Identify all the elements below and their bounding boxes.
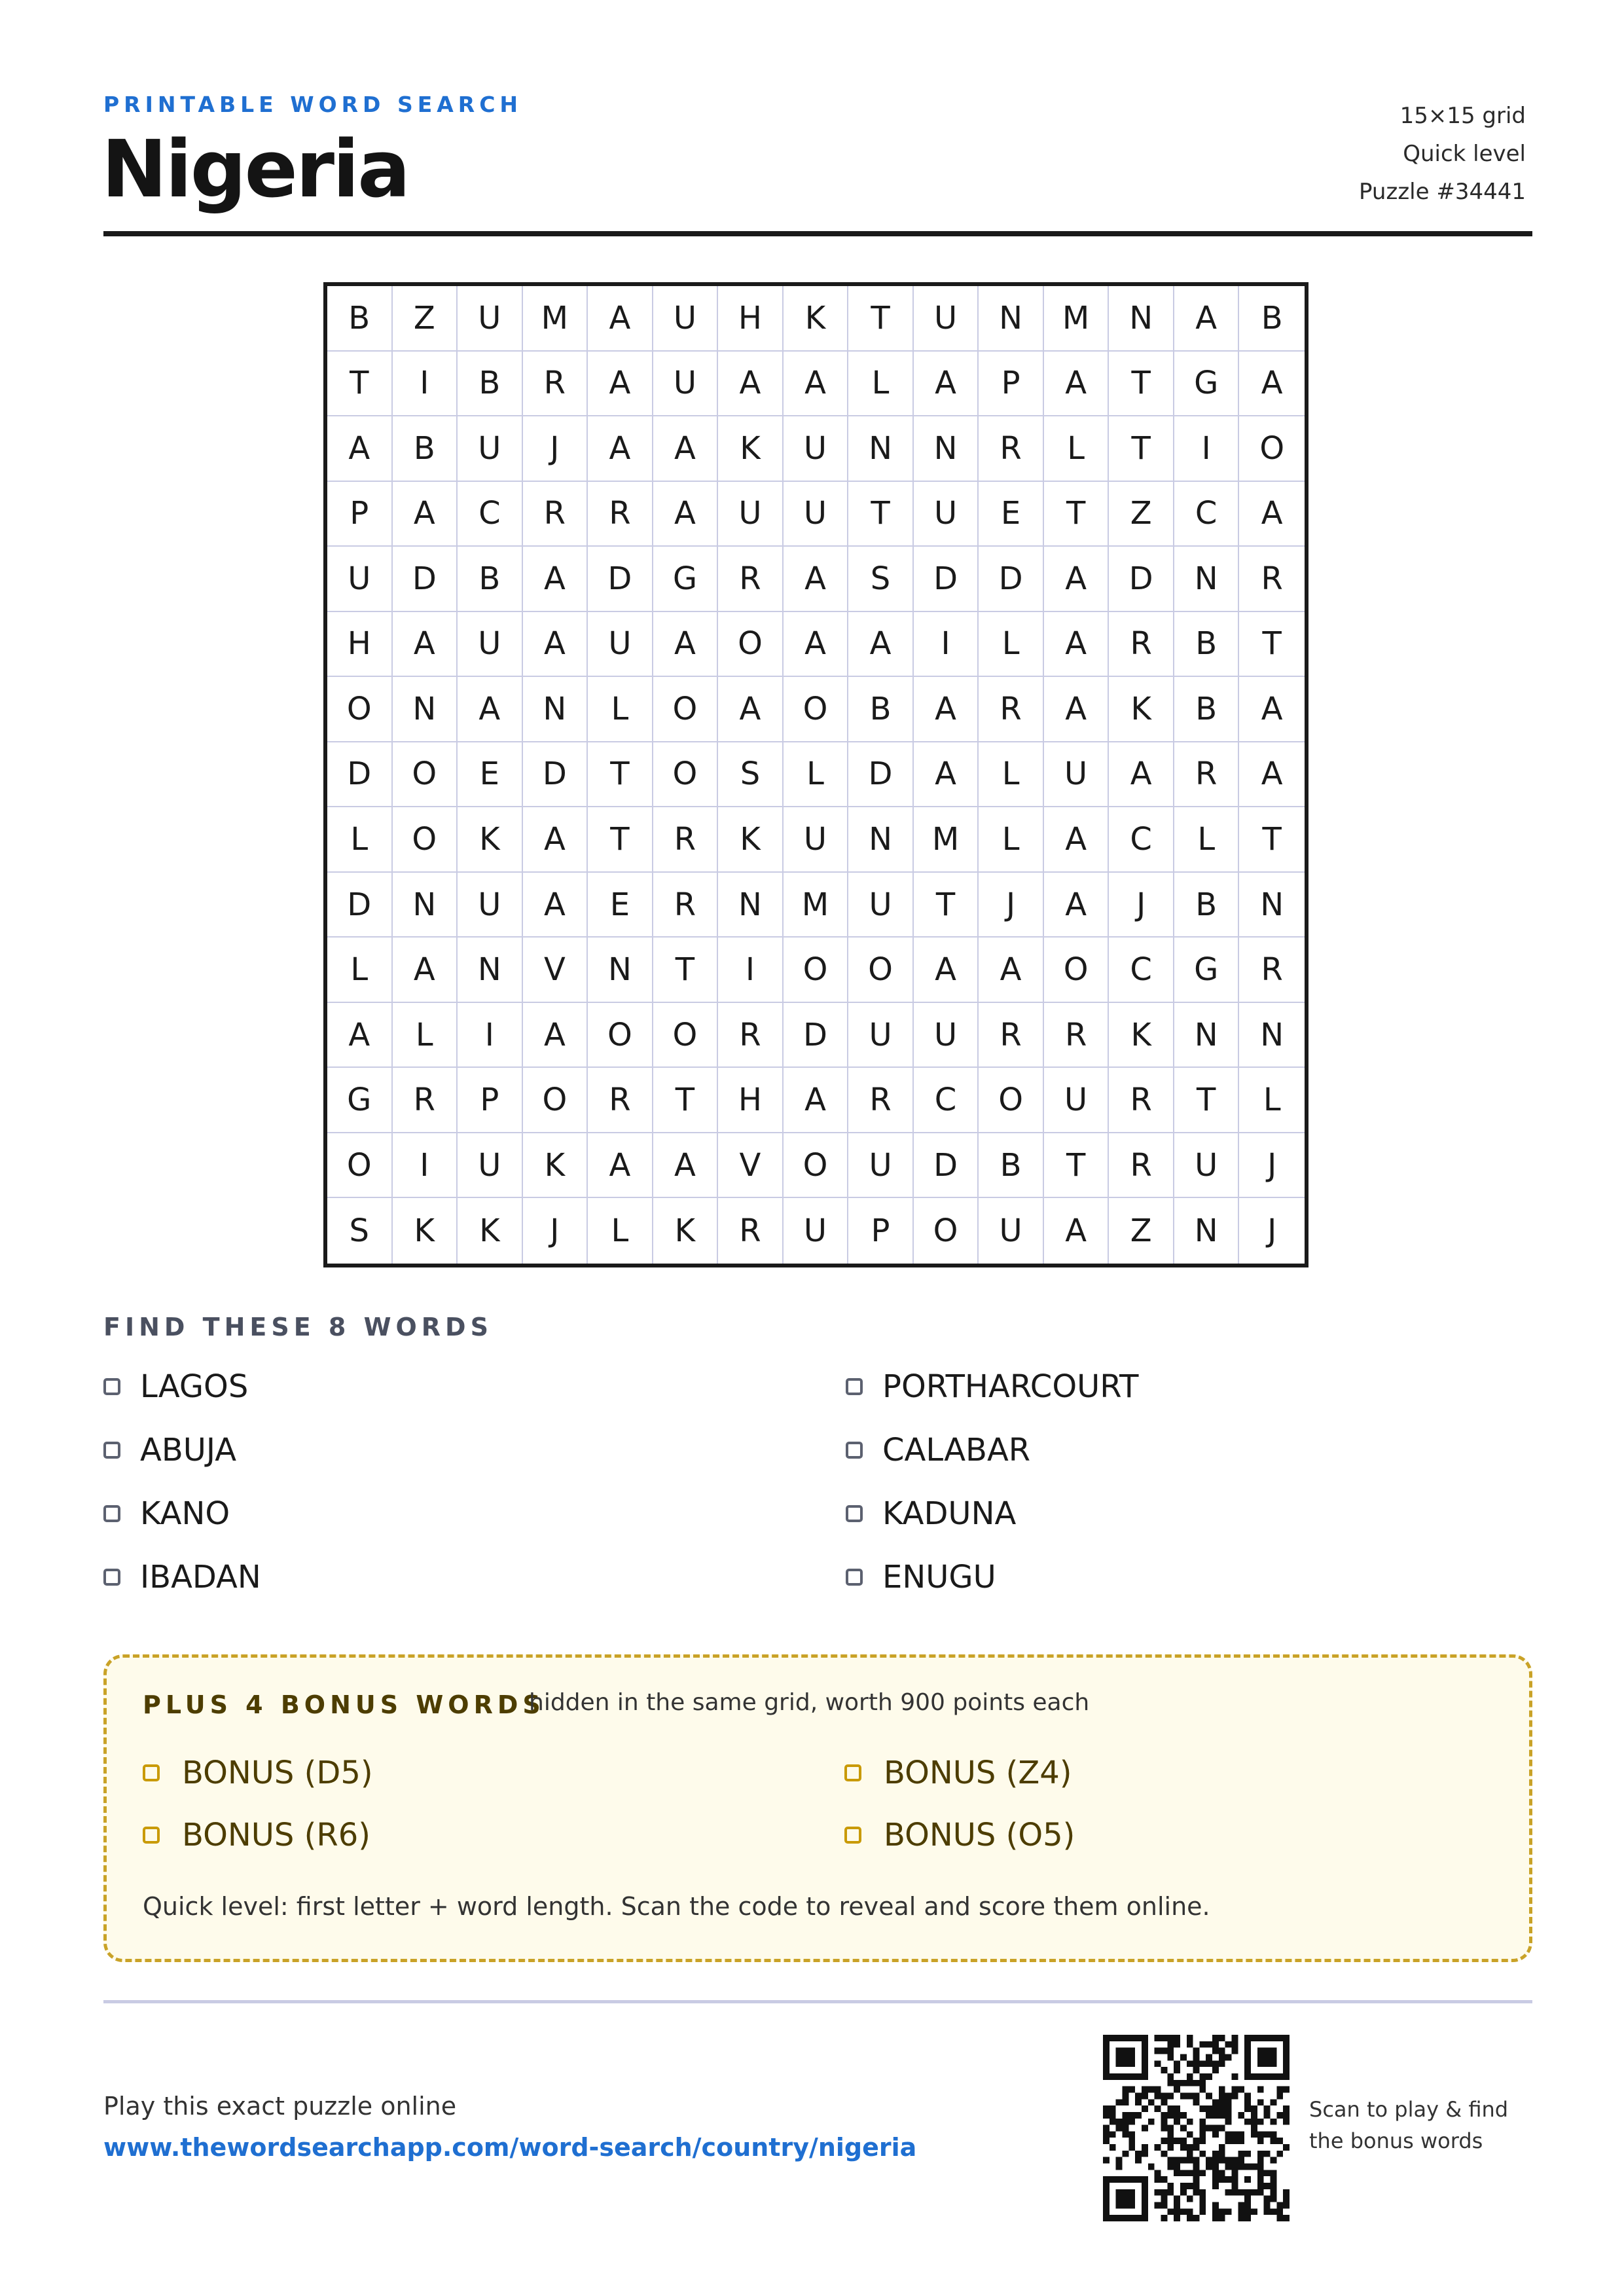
grid-cell[interactable]: S	[327, 1198, 393, 1264]
grid-cell[interactable]: Z	[393, 286, 458, 352]
grid-cell[interactable]: K	[458, 807, 523, 873]
word-label: KADUNA	[882, 1495, 1017, 1532]
checkbox-icon[interactable]	[846, 1378, 863, 1395]
bonus-subtitle: hidden in the same grid, worth 900 points each	[529, 1689, 1090, 1716]
grid-cell[interactable]: D	[327, 873, 393, 938]
grid-cell[interactable]: A	[718, 677, 784, 742]
grid-cell[interactable]: A	[653, 1133, 719, 1199]
grid-cell[interactable]: B	[458, 352, 523, 417]
bonus-label: BONUS (Z4)	[884, 1755, 1072, 1791]
grid-size-label: 15×15 grid	[1399, 103, 1526, 129]
grid-cell[interactable]: A	[588, 1133, 653, 1199]
grid-cell[interactable]: A	[588, 286, 653, 352]
word-search-grid	[323, 282, 1308, 1267]
grid-cell[interactable]: T	[914, 873, 979, 938]
grid-cell[interactable]: P	[327, 482, 393, 547]
grid-cell[interactable]: L	[1239, 1068, 1305, 1133]
grid-cell[interactable]: R	[523, 482, 588, 547]
grid-cell[interactable]: K	[718, 416, 784, 482]
puzzle-meta	[1359, 97, 1526, 211]
grid-cell[interactable]: N	[1239, 873, 1305, 938]
grid-cell[interactable]: O	[393, 807, 458, 873]
qr-caption-line-1: Scan to play & find	[1309, 2097, 1509, 2122]
grid-cell[interactable]: A	[1239, 482, 1305, 547]
grid-cell[interactable]: R	[1109, 1133, 1174, 1199]
word-label: IBADAN	[140, 1559, 261, 1595]
grid-cell[interactable]: M	[1044, 286, 1110, 352]
grid-cell[interactable]: R	[588, 1068, 653, 1133]
grid-cell[interactable]: O	[393, 742, 458, 808]
grid-cell[interactable]: A	[588, 352, 653, 417]
page-title: Nigeria	[101, 124, 409, 215]
grid-cell[interactable]: K	[784, 286, 849, 352]
grid-cell[interactable]: L	[979, 807, 1044, 873]
grid-cell[interactable]: A	[327, 416, 393, 482]
grid-cell[interactable]: I	[1174, 416, 1240, 482]
grid-cell[interactable]: A	[588, 416, 653, 482]
grid-cell[interactable]: T	[1239, 612, 1305, 678]
grid-cell[interactable]: U	[458, 286, 523, 352]
checkbox-icon[interactable]	[103, 1442, 120, 1459]
grid-cell[interactable]: P	[848, 1198, 914, 1264]
grid-cell[interactable]: K	[458, 1198, 523, 1264]
grid-cell[interactable]: T	[588, 807, 653, 873]
checkbox-icon[interactable]	[143, 1827, 160, 1844]
grid-cell[interactable]: A	[393, 612, 458, 678]
grid-cell[interactable]: U	[848, 1003, 914, 1068]
grid-cell[interactable]: A	[653, 416, 719, 482]
checkbox-icon[interactable]	[103, 1569, 120, 1586]
grid-cell[interactable]: L	[588, 677, 653, 742]
grid-cell[interactable]: A	[1044, 352, 1110, 417]
grid-cell[interactable]: R	[718, 1003, 784, 1068]
grid-cell[interactable]: D	[393, 547, 458, 612]
grid-cell[interactable]: B	[1174, 873, 1240, 938]
grid-cell[interactable]: Z	[1109, 1198, 1174, 1264]
grid-cell[interactable]: I	[393, 1133, 458, 1199]
word-item-ibadan[interactable]	[103, 1559, 261, 1595]
grid-cell[interactable]: B	[979, 1133, 1044, 1199]
play-online-text: Play this exact puzzle online	[103, 2092, 457, 2121]
bonus-label: BONUS (O5)	[884, 1817, 1075, 1853]
puzzle-number-label: Puzzle #34441	[1359, 179, 1526, 205]
grid-cell[interactable]: R	[1174, 742, 1240, 808]
grid-cell[interactable]: C	[1174, 482, 1240, 547]
grid-cell[interactable]: T	[653, 938, 719, 1003]
grid-cell[interactable]: J	[979, 873, 1044, 938]
grid-cell[interactable]: R	[979, 677, 1044, 742]
grid-cell[interactable]: O	[327, 677, 393, 742]
word-item-kaduna[interactable]	[846, 1495, 1016, 1532]
grid-cell[interactable]: O	[784, 677, 849, 742]
grid-cell[interactable]: M	[914, 807, 979, 873]
grid-cell[interactable]: R	[1239, 547, 1305, 612]
grid-cell[interactable]: L	[327, 938, 393, 1003]
grid-cell[interactable]: N	[848, 807, 914, 873]
grid-cell[interactable]: A	[784, 547, 849, 612]
grid-cell[interactable]: D	[523, 742, 588, 808]
checkbox-icon[interactable]	[846, 1569, 863, 1586]
bonus-item-o5[interactable]	[844, 1817, 1075, 1853]
grid-cell[interactable]: A	[393, 938, 458, 1003]
grid-cell[interactable]: E	[979, 482, 1044, 547]
header-divider	[103, 231, 1532, 236]
grid-cell[interactable]: A	[523, 612, 588, 678]
grid-cell[interactable]: D	[914, 1133, 979, 1199]
grid-cell[interactable]: N	[393, 677, 458, 742]
grid-cell[interactable]: R	[1109, 1068, 1174, 1133]
grid-cell[interactable]: E	[588, 873, 653, 938]
puzzle-url-link[interactable]: www.thewordsearchapp.com/word-search/country/nigeria	[103, 2133, 917, 2162]
grid-cell[interactable]: A	[784, 1068, 849, 1133]
grid-cell[interactable]: A	[1239, 677, 1305, 742]
footer-divider	[103, 2000, 1532, 2003]
grid-cell[interactable]: O	[653, 1003, 719, 1068]
grid-cell[interactable]: A	[784, 612, 849, 678]
page-kicker: PRINTABLE WORD SEARCH	[103, 92, 523, 117]
grid-cell[interactable]: C	[458, 482, 523, 547]
bonus-label: BONUS (R6)	[182, 1817, 370, 1853]
grid-cell[interactable]: J	[1267, 1212, 1277, 1250]
grid-cell[interactable]: A	[653, 482, 719, 547]
grid-cell[interactable]: A	[1174, 286, 1240, 352]
grid-cell[interactable]: L	[848, 352, 914, 417]
grid-cell[interactable]: J	[523, 1198, 588, 1264]
grid-cell[interactable]: T	[848, 482, 914, 547]
grid-cell[interactable]: N	[588, 938, 653, 1003]
grid-cell[interactable]: A	[523, 1003, 588, 1068]
grid-cell[interactable]: O	[588, 1003, 653, 1068]
grid-cell[interactable]: K	[1109, 1003, 1174, 1068]
grid-cell[interactable]: U	[653, 352, 719, 417]
grid-cell[interactable]: B	[848, 677, 914, 742]
grid-cell[interactable]: A	[784, 352, 849, 417]
checkbox-icon[interactable]	[846, 1442, 863, 1459]
grid-cell[interactable]: I	[393, 352, 458, 417]
checkbox-icon[interactable]	[844, 1764, 861, 1781]
grid-cell[interactable]: U	[914, 1003, 979, 1068]
grid-cell[interactable]: H	[327, 612, 393, 678]
grid-cell[interactable]: A	[1044, 1198, 1110, 1264]
bonus-item-d5[interactable]	[143, 1755, 373, 1791]
grid-cell[interactable]: I	[718, 938, 784, 1003]
grid-cell[interactable]: B	[1174, 677, 1240, 742]
grid-cell[interactable]: O	[979, 1068, 1044, 1133]
grid-cell[interactable]: R	[393, 1068, 458, 1133]
grid-cell[interactable]: U	[458, 612, 523, 678]
checkbox-icon[interactable]	[103, 1505, 120, 1522]
grid-cell[interactable]: R	[1109, 612, 1174, 678]
grid-cell[interactable]: A	[979, 938, 1044, 1003]
grid-cell[interactable]: T	[1239, 807, 1305, 873]
grid-cell[interactable]: D	[327, 742, 393, 808]
grid-cell[interactable]: K	[1109, 677, 1174, 742]
grid-cell[interactable]: D	[979, 547, 1044, 612]
word-label: PORTHARCOURT	[882, 1368, 1139, 1405]
grid-cell[interactable]: A	[523, 807, 588, 873]
grid-cell[interactable]: O	[784, 1133, 849, 1199]
grid-cell[interactable]: K	[653, 1198, 719, 1264]
grid-cell[interactable]: A	[653, 612, 719, 678]
grid-cell[interactable]: U	[979, 1198, 1044, 1264]
grid-cell[interactable]: A	[1109, 742, 1174, 808]
grid-cell[interactable]: B	[458, 547, 523, 612]
grid-cell[interactable]: G	[327, 1068, 393, 1133]
grid-cell[interactable]: T	[1109, 352, 1174, 417]
level-label: Quick level	[1403, 141, 1526, 167]
grid-cell[interactable]: A	[1044, 612, 1110, 678]
grid-cell[interactable]: H	[718, 286, 784, 352]
grid-cell[interactable]: L	[784, 742, 849, 808]
grid-cell[interactable]: U	[848, 1133, 914, 1199]
grid-cell[interactable]: T	[1174, 1068, 1240, 1133]
grid-cell[interactable]: R	[718, 1198, 784, 1264]
grid-cell[interactable]: S	[848, 547, 914, 612]
grid-cell[interactable]: N	[1109, 286, 1174, 352]
grid-cell[interactable]: O	[1239, 416, 1305, 482]
grid-cell[interactable]: A	[1044, 547, 1110, 612]
word-item-abuja[interactable]	[103, 1432, 236, 1468]
grid-cell[interactable]: M	[523, 286, 588, 352]
grid-cell[interactable]: E	[458, 742, 523, 808]
grid-cell[interactable]: T	[653, 1068, 719, 1133]
grid-cell[interactable]: U	[458, 873, 523, 938]
grid-cell[interactable]: J	[523, 416, 588, 482]
grid-cell[interactable]: C	[1109, 938, 1174, 1003]
grid-cell[interactable]: R	[848, 1068, 914, 1133]
grid-cell[interactable]: A	[848, 612, 914, 678]
grid-cell[interactable]: B	[327, 286, 393, 352]
grid-cell[interactable]: P	[458, 1068, 523, 1133]
grid-cell[interactable]: L	[393, 1003, 458, 1068]
grid-cell[interactable]: U	[588, 612, 653, 678]
grid-cell[interactable]: D	[914, 547, 979, 612]
grid-cell[interactable]: O	[523, 1068, 588, 1133]
grid-cell[interactable]: U	[784, 807, 849, 873]
word-item-kano[interactable]	[103, 1495, 230, 1532]
grid-cell[interactable]: Z	[1109, 482, 1174, 547]
grid-cell[interactable]: M	[784, 873, 849, 938]
word-label: CALABAR	[882, 1432, 1031, 1468]
grid-cell[interactable]: T	[848, 286, 914, 352]
grid-cell[interactable]: R	[979, 1003, 1044, 1068]
grid-cell[interactable]: R	[1044, 1003, 1110, 1068]
grid-cell[interactable]: C	[1109, 807, 1174, 873]
grid-cell[interactable]: P	[979, 352, 1044, 417]
grid-cell[interactable]: G	[1174, 938, 1240, 1003]
grid-cell[interactable]: R	[653, 807, 719, 873]
grid-cell[interactable]: K	[718, 807, 784, 873]
checkbox-icon[interactable]	[143, 1764, 160, 1781]
grid-cell[interactable]: N	[718, 873, 784, 938]
grid-cell[interactable]: U	[1044, 742, 1110, 808]
grid-cell[interactable]: O	[914, 1198, 979, 1264]
grid-cell[interactable]: R	[653, 873, 719, 938]
grid-cell[interactable]: A	[718, 352, 784, 417]
qr-caption	[1309, 2094, 1508, 2157]
grid-cell[interactable]: V	[523, 938, 588, 1003]
grid-cell[interactable]: A	[1044, 807, 1110, 873]
grid-cell[interactable]: N	[979, 286, 1044, 352]
grid-cell[interactable]: G	[653, 547, 719, 612]
bonus-label: BONUS (D5)	[182, 1755, 373, 1791]
grid-cell[interactable]: U	[458, 1133, 523, 1199]
grid-cell[interactable]: N	[458, 938, 523, 1003]
word-item-portharcourt[interactable]	[846, 1368, 1138, 1405]
grid-cell[interactable]: D	[588, 547, 653, 612]
word-label: ENUGU	[882, 1559, 996, 1595]
grid-cell[interactable]: I	[914, 612, 979, 678]
grid-cell[interactable]: N	[1174, 1198, 1240, 1264]
grid-cell[interactable]: L	[979, 742, 1044, 808]
word-item-enugu[interactable]	[846, 1559, 996, 1595]
grid-cell[interactable]: N	[393, 873, 458, 938]
grid-cell[interactable]: B	[393, 416, 458, 482]
grid-cell[interactable]: A	[327, 1003, 393, 1068]
grid-cell[interactable]: U	[784, 416, 849, 482]
grid-cell[interactable]: U	[1174, 1133, 1240, 1199]
bonus-heading: PLUS 4 BONUS WORDS	[143, 1690, 545, 1719]
grid-cell[interactable]: I	[458, 1003, 523, 1068]
grid-cell[interactable]: A	[1239, 742, 1305, 808]
grid-cell[interactable]: L	[979, 612, 1044, 678]
bonus-note: Quick level: first letter + word length. Scan the code to reveal and score them online.	[143, 1892, 1210, 1921]
checkbox-icon[interactable]	[846, 1505, 863, 1522]
grid-cell[interactable]: U	[914, 482, 979, 547]
grid-cell[interactable]: O	[718, 612, 784, 678]
grid-cell[interactable]: J	[1239, 1133, 1305, 1199]
grid-cell[interactable]: B	[1239, 286, 1305, 352]
grid-cell[interactable]: A	[914, 938, 979, 1003]
grid-cell[interactable]: H	[718, 1068, 784, 1133]
grid-cell[interactable]: U	[1044, 1068, 1110, 1133]
grid-cell[interactable]: L	[1044, 416, 1110, 482]
grid-cell[interactable]: T	[327, 352, 393, 417]
grid-cell[interactable]: C	[914, 1068, 979, 1133]
grid-cell[interactable]: R	[718, 547, 784, 612]
grid-cell[interactable]: R	[523, 352, 588, 417]
word-item-lagos[interactable]	[103, 1368, 248, 1405]
grid-cell[interactable]: A	[1044, 677, 1110, 742]
grid-cell[interactable]: U	[718, 482, 784, 547]
word-item-calabar[interactable]	[846, 1432, 1030, 1468]
grid-cell[interactable]: R	[979, 416, 1044, 482]
grid-cell[interactable]: D	[784, 1003, 849, 1068]
grid-cell[interactable]: A	[523, 547, 588, 612]
grid-cell[interactable]: J	[1109, 873, 1174, 938]
grid-cell[interactable]: O	[1044, 938, 1110, 1003]
qr-code-icon[interactable]	[1103, 2035, 1290, 2221]
grid-cell[interactable]: U	[327, 547, 393, 612]
grid-cell[interactable]: D	[848, 742, 914, 808]
grid-cell[interactable]: U	[784, 1198, 849, 1264]
checkbox-icon[interactable]	[103, 1378, 120, 1395]
grid-cell[interactable]: U	[458, 416, 523, 482]
grid-cell[interactable]: S	[718, 742, 784, 808]
grid-cell[interactable]: A	[1239, 352, 1305, 417]
grid-cell[interactable]: U	[653, 286, 719, 352]
grid-cell[interactable]: N	[848, 416, 914, 482]
grid-cell[interactable]: T	[588, 742, 653, 808]
grid-cell[interactable]: B	[1174, 612, 1240, 678]
grid-cell[interactable]: O	[653, 742, 719, 808]
grid-cell[interactable]: A	[1044, 873, 1110, 938]
checkbox-icon[interactable]	[844, 1827, 861, 1844]
bonus-item-z4[interactable]	[844, 1755, 1072, 1791]
grid-cell[interactable]: K	[393, 1198, 458, 1264]
grid-cell[interactable]: K	[523, 1133, 588, 1199]
grid-cell[interactable]: A	[458, 677, 523, 742]
bonus-item-r6[interactable]	[143, 1817, 370, 1853]
grid-cell[interactable]: A	[914, 742, 979, 808]
grid-cell[interactable]: T	[1044, 1133, 1110, 1199]
grid-cell[interactable]: D	[1109, 547, 1174, 612]
grid-cell[interactable]: N	[1239, 1003, 1305, 1068]
grid-cell[interactable]: N	[523, 677, 588, 742]
grid-cell[interactable]: T	[1044, 482, 1110, 547]
word-label: KANO	[140, 1495, 230, 1532]
grid-cell[interactable]: U	[848, 873, 914, 938]
grid-cell[interactable]: N	[914, 416, 979, 482]
grid-cell[interactable]: N	[1174, 547, 1240, 612]
grid-cell[interactable]: R	[1239, 938, 1305, 1003]
grid-cell[interactable]: L	[327, 807, 393, 873]
grid-cell[interactable]: A	[914, 677, 979, 742]
grid-cell[interactable]: A	[523, 873, 588, 938]
grid-cell[interactable]: O	[327, 1133, 393, 1199]
grid-cell[interactable]: O	[784, 938, 849, 1003]
grid-cell[interactable]: L	[588, 1198, 653, 1264]
grid-cell[interactable]: A	[393, 482, 458, 547]
grid-cell[interactable]: U	[784, 482, 849, 547]
word-list-heading: FIND THESE 8 WORDS	[103, 1313, 493, 1341]
grid-cell[interactable]: L	[1174, 807, 1240, 873]
grid-cell[interactable]: A	[914, 352, 979, 417]
grid-cell[interactable]: N	[1174, 1003, 1240, 1068]
grid-cell[interactable]: G	[1174, 352, 1240, 417]
grid-cell[interactable]: R	[588, 482, 653, 547]
grid-cell[interactable]: T	[1109, 416, 1174, 482]
grid-cell[interactable]: O	[653, 677, 719, 742]
word-label: ABUJA	[140, 1432, 237, 1468]
qr-caption-line-2: the bonus words	[1309, 2128, 1483, 2153]
grid-cell[interactable]: O	[848, 938, 914, 1003]
word-label: LAGOS	[140, 1368, 249, 1405]
grid-cell[interactable]: V	[718, 1133, 784, 1199]
grid-cell[interactable]: U	[914, 286, 979, 352]
